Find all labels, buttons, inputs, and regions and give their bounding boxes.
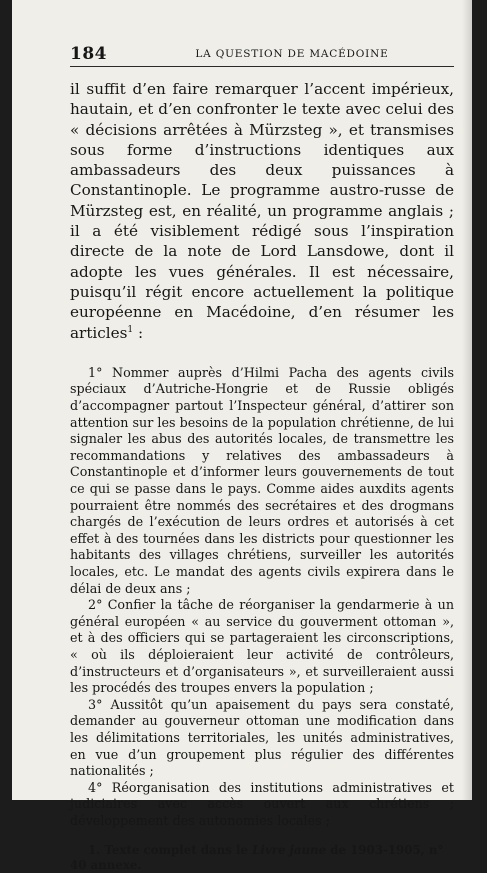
footnote-title: Livre jaune — [252, 843, 327, 858]
article-item-3: 3° Aussitôt qu’un apaisement du pays sera constaté, demander au gouverneur ottoman une modification dans les délimitations territoriales, les unités administratives, en vue d’un groupement plus régulier des différentes nationalités ; — [70, 696, 454, 779]
article-item-2: 2° Confier la tâche de réorganiser la gendarmerie à un général européen « au service du gouverment ottoman », et à des officiers qui se partageraient les circonscriptions, « où ils déploieraient leur activité de contrôleurs, d’instructeurs et d’organisateurs », et surveilleraient aussi les procédés des troupes envers la population ; — [70, 597, 454, 696]
article-item-1: 1° Nommer auprès d’Hilmi Pacha des agents civils spéciaux d’Autriche-Hongrie et de Russie obligés d’accompagner partout l’Inspecteur général, d’attirer son attention sur les besoins de la population chrétienne, de lui signaler les abus des autorités locales, de transmettre les recommandations y relatives des ambassadeurs à Constantinople et d’informer leurs gouvernements de tout ce qui se passe dans le pays. Comme aides auxdits agents pourraient être nommés des secrétaires et des drogmans chargés de l’exécution de leurs ordres et autorisés à cet effet à des tournées dans les districts pour questionner les habitants des villages chrétiens, surveiller les autorités locales, etc. Le mandat des agents civils expirera dans le délai de deux ans ; — [70, 364, 454, 596]
main-paragraph-text: il suffit d’en faire remarquer l’accent impérieux, hautain, et d’en confronter le texte avec celui des « décisions arrêtées à Mürzsteg », et transmises sous forme d’instructions identiques aux ambassadeurs des deux puissances à Constantinople. Le programme austro-russe de Mürzsteg est, en réalité, un programme anglais ; il a été visiblement rédigé sous l’inspiration directe de la note de Lord Lansdowe, dont il adopte les vues générales. Il est nécessaire, puisqu’il régit encore actuellement la politique européenne en Macédoine, d’en résumer les articles — [70, 80, 454, 342]
footnote-marker: 1 — [127, 324, 134, 335]
article-list — [70, 365, 454, 830]
main-paragraph-end: : — [133, 323, 144, 342]
footnote-lead: 1. Texte complet dans le — [88, 843, 253, 858]
page-number: 184 — [70, 44, 107, 64]
footnote — [70, 843, 454, 873]
main-paragraph — [70, 79, 454, 343]
page-edge-shadow — [462, 0, 472, 800]
footnote-tail: de 1903-1905, n° 40 annexe. — [70, 843, 444, 873]
book-page — [12, 0, 472, 873]
article-item-4: 4° Réorganisation des institutions administratives et judiciaires avec accès ouvert aux chrétiens ; développement des autonomies locales ; — [70, 779, 454, 828]
page-header — [70, 44, 454, 67]
running-title: LA QUESTION DE MACÉDOINE — [195, 48, 389, 60]
